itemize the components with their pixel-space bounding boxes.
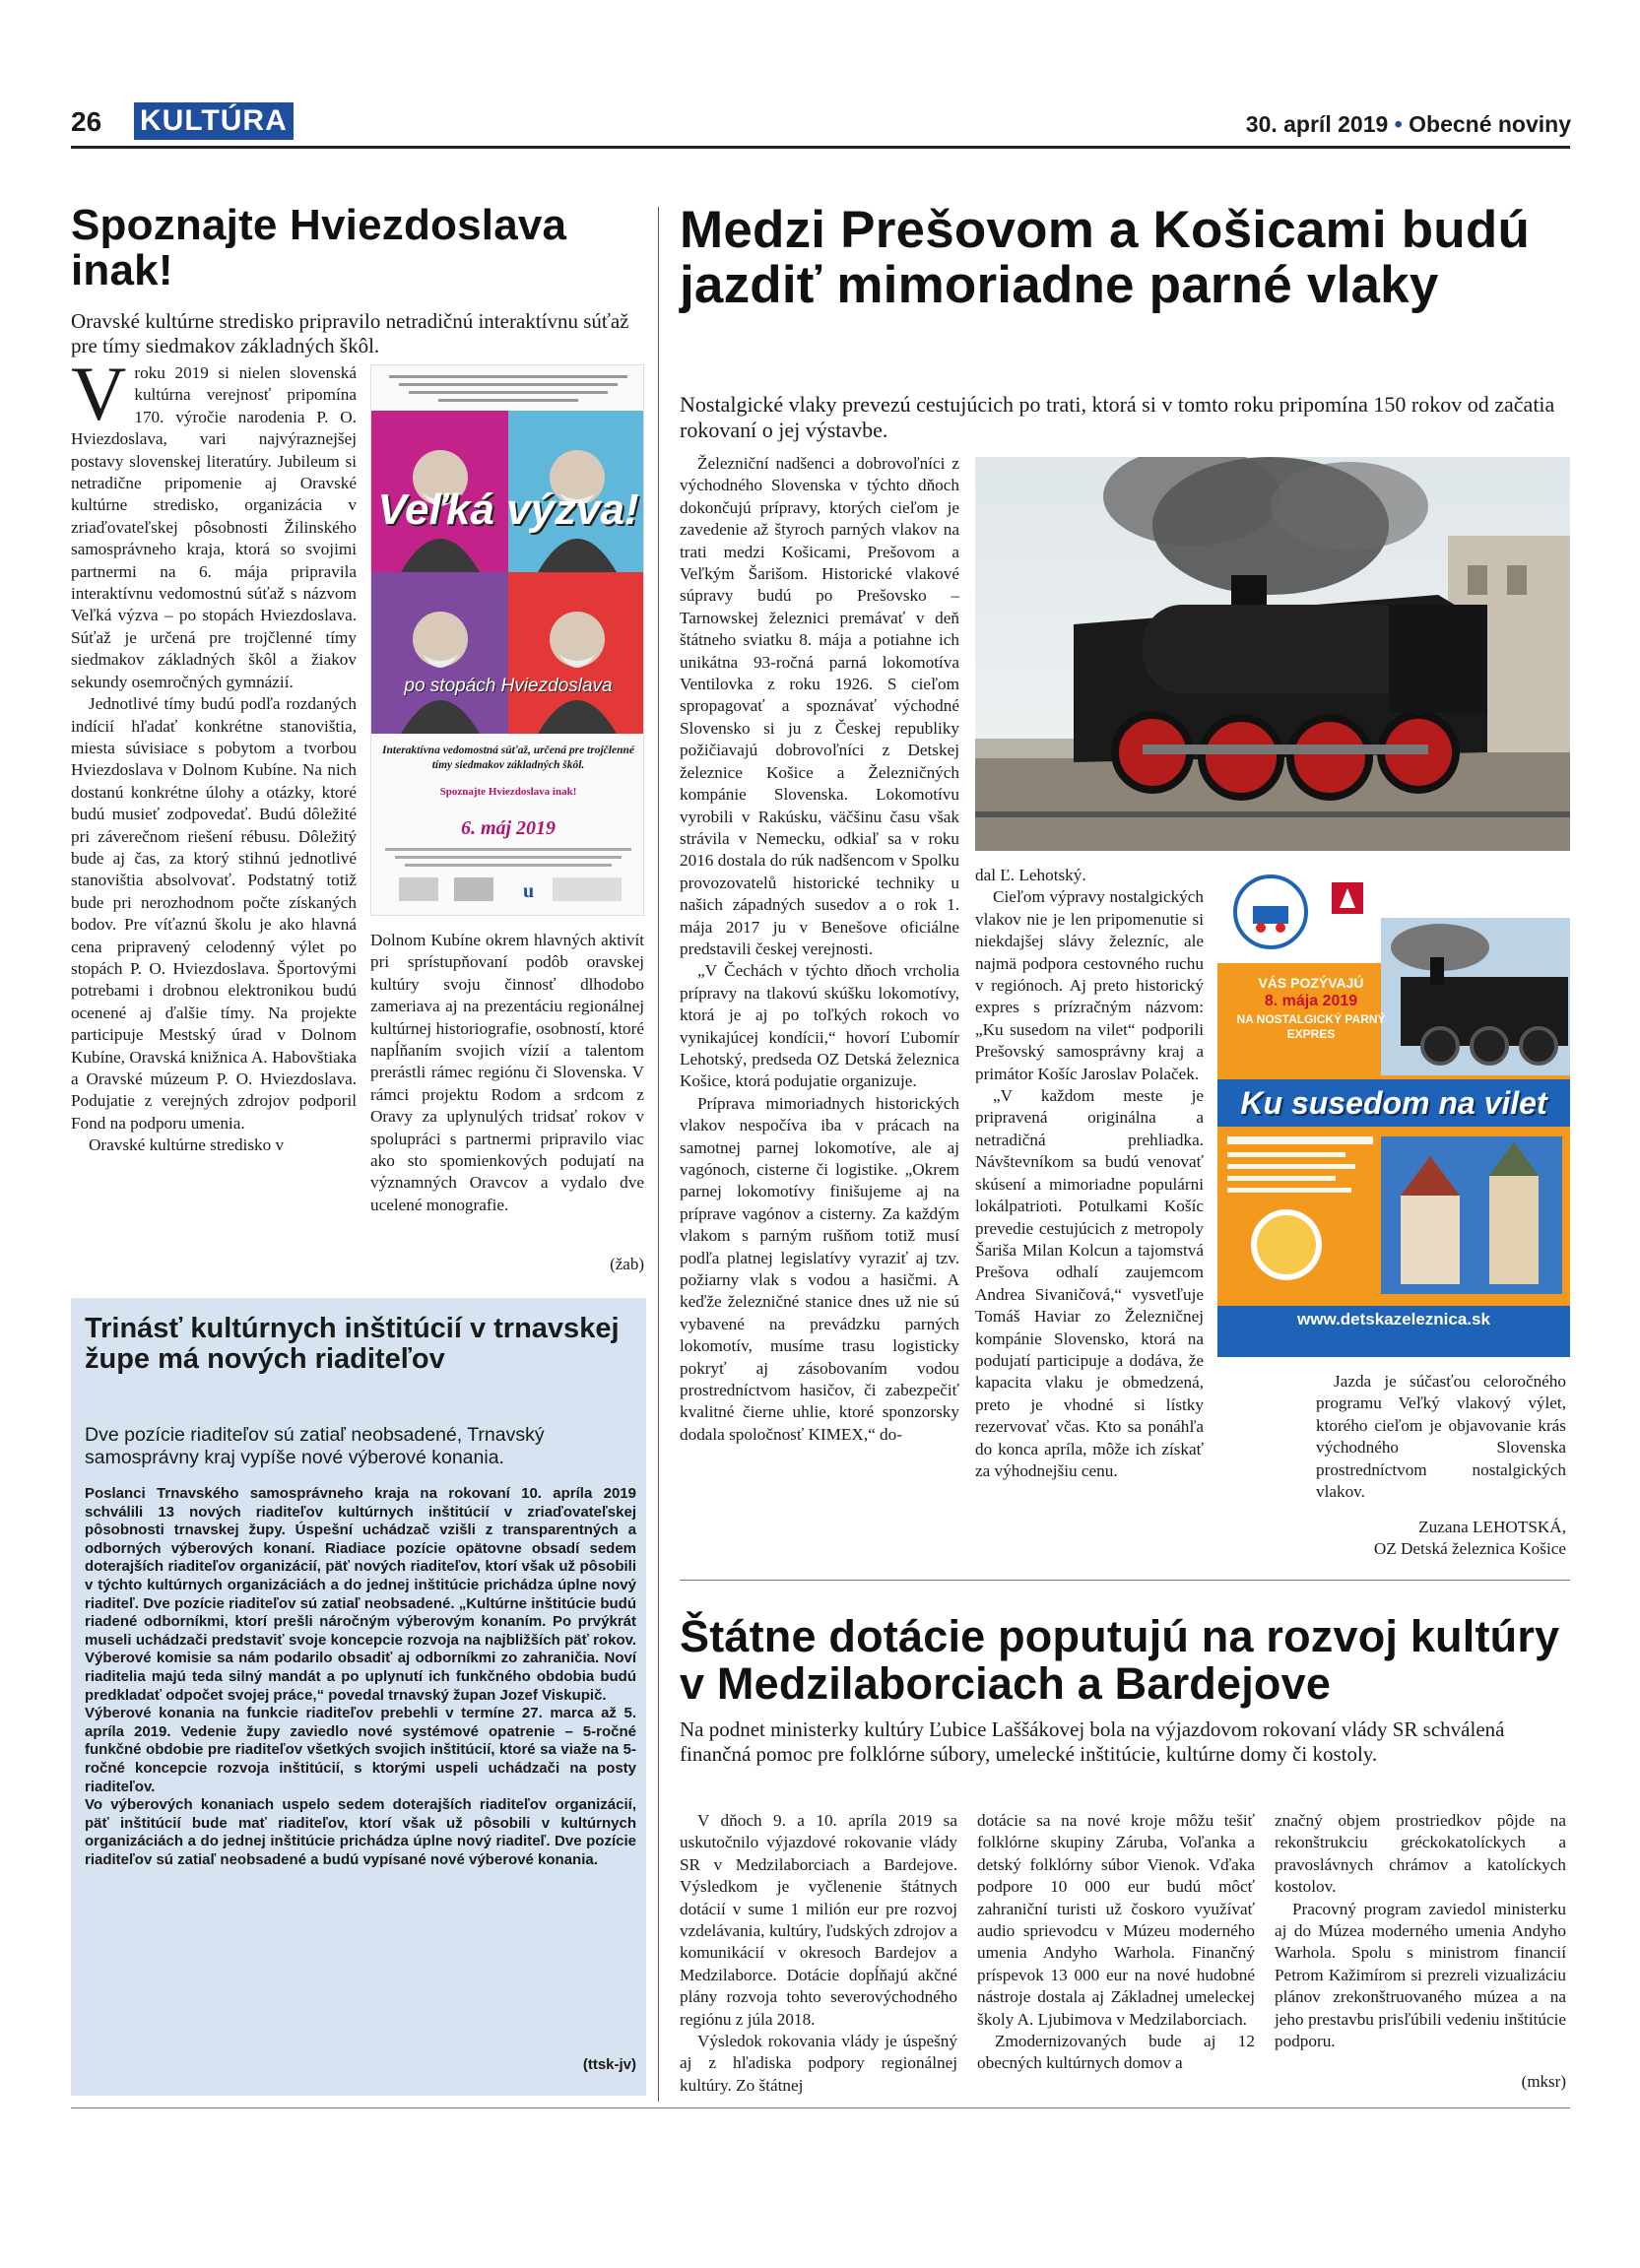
trains-col3 — [1316, 1371, 1566, 1503]
trains-col3-para: Jazda je súčasťou celoročného programu Veľký vlakový výlet, ktorého cieľom je objavovanie krás východného Slovenska prostredníctvom nostalgických vlakov. — [1316, 1372, 1566, 1502]
trains-col2-para3: „V každom meste je pripravená originálna a netradičná prehliadka. Návštevníkom sa budú venovať skúsení a mimoriadne populárni lokálpatrioti. Potulkami Košíc prevedie cestujúcich z metropoly Šariša Milan Kolcun a tajomstvá Prešova odhalí zaujemcom Andrea Sivaničová,“ vysvetľuje Tomáš Haviar zo Železničnej kompánie Slovensko, ktorá na podujatí participuje a dodáva, že kapacita vlaku je obmedzená, preto je vhodné si lístky rezervovať včas. Kto sa ponáhľa do konca apríla, môže ich získať za výhodnejšiu cenu. — [975, 1086, 1204, 1480]
train-poster-expres: NA NOSTALGICKÝ PARNÝ EXPRES — [1236, 1012, 1386, 1041]
issue-date: 30. apríl 2019 — [1245, 111, 1389, 137]
paper-name: Obecné noviny — [1409, 111, 1571, 137]
church-icon — [1381, 1136, 1562, 1294]
train-poster — [1217, 865, 1570, 1357]
hviezdoslav-col1 — [71, 351, 357, 1157]
section-label — [134, 102, 294, 140]
trains-col1-para2: „V Čechách v týchto dňoch vrcholia prípravy na tlakovú skúšku lokomotívy, ktorá je aj po toľkých rokoch vo vynikajúcej kondícii,“ hovorí Ľubomír Lehotský, predseda OZ Detská železnica Košice, ktorá podujatie organizuje. — [680, 961, 959, 1091]
trains-bottom-rule — [680, 1580, 1570, 1581]
hviezdoslav-lead: Oravské kultúrne stredisko pripravilo netradičnú interaktívnu súťaž pre tímy siedmakov základných škôl. — [71, 309, 629, 357]
trains-author-org: OZ Detská železnica Košice — [1373, 1539, 1566, 1559]
dotacie-col2-para2: Zmodernizovaných bude aj 12 obecných kultúrnych domov a — [977, 2032, 1255, 2073]
poster-headline: Veľká výzva! — [377, 486, 639, 534]
hviezdoslav-para2: Jednotlivé tímy budú podľa rozdaných indícií hľadať konkrétne stanovištia, miesta súvisiace s pobytom a tvorbou Hviezdoslava v Dolnom Kubíne. Na nich dostanú konkrétne úlohy a otázky, ktoré budú musieť zodpovedať. Budú dôležité pri záverečnom riešení rébusu. Dôležitý bude aj čas, za ktorý stihnú jednotlivé stanovištia absolvovať. Podstatný totiž bude pri nerozhodnom počte získaných bodov. Pre víťaznú školu je ako hlavná cena pripravený celodenný výlet po stopách P. O. Hviezdoslava. Športovými potrebami i drobnou elektronikou budú ocenené aj ďalšie tímy. Na projekte participuje Mestský úrad v Dolnom Kubíne, Oravská knižnica A. Habovštiaka a Oravské múzeum P. O. Hviezdoslava. Podujatie z verejných zdrojov podporil Fond na podporu umenia. — [71, 694, 357, 1133]
dotacie-col3-para2: Pracovný program zaviedol ministerku aj do Múzea moderného umenia Andyho Warhola. Spolu s ministrom financií Petrom Kažimírom si prezreli vizualizáciu plánov zrekonštruovaného múzea a na jeho prestavbu prisľúbili vedeniu inštitúcie podporu. — [1275, 1899, 1566, 2051]
trains-col2-para2: Cieľom výpravy nostalgických vlakov nie je len pripomenutie si niekdajšej slávy železníc, ale najmä podpora cestovného ruchu v regiónoch. Aj preto historický expres s prízračným názvom: „Ku susedom na vilet“ podporili Prešovský samosprávny kraj a primátor Košíc Jaroslav Polaček. — [975, 887, 1204, 1083]
poster-partner-logos-icon — [385, 846, 631, 909]
dotacie-col3-para1: značný objem prostriedkov pôjde na rekonštrukciu gréckokatolíckych a pravoslávnych chrámov a katolíckych kostolov. — [1275, 1811, 1566, 1897]
trnava-para2: Výberové konania na funkcie riaditeľov prebehli v termíne 27. marca až 5. apríla 2019. Vedenie župy zaviedlo nové systémové opatrenie – 5-ročné funkčné obdobie pre riaditeľov všetkých svojich inštitúcií, ktoré sa viaže na 5-ročné koncepcie rozvoja inštitúcií, s ktorými uspeli uchádzači na posty riaditeľov. — [85, 1705, 636, 1795]
dotacie-lead: Na podnet ministerky kultúry Ľubice Laššákovej bola na výjazdovom rokovaní vlády SR schválená finančná pomoc pre folklórne súbory, umelecké inštitúcie, kultúrne domy či kostoly. — [680, 1717, 1505, 1766]
trains-col1 — [680, 453, 959, 1446]
hviezdoslav-para4: Dolnom Kubíne okrem hlavných aktivít pri sprístupňovaní podôb oravskej kultúry svoju činnosť dlhodobo zameriava aj na prezentáciu regionálnej kultúrnej historiografie, osobností, ktoré napĺňaním svojich vízií a talentom prerástli rámec regiónu či Slovenska. V rámci projektu Rodom a srdcom z Oravy za uplynulých tridsať rokov v spolupráci s partnermi pripravilo viac ako sto spomienkových podujatí na významných Oravcov a vydalo dve ucelené monografie. — [370, 931, 644, 1214]
trains-col1-para3: Príprava mimoriadnych historických vlakov nespočíva iba v prácach na samotnej parnej lokomotíve, ale aj vagónoch, cisterne či logistike. „Okrem parnej lokomotívy finišujeme aj na príprave vagónov a cisterny. Za každým vlakom s parným rušňom totiž musí podľa platnej legislatívy vyraziť aj tzv. požiarny vlak s vodou a hasičmi. A keďže železničné stanice dnes už nie sú vybavené na prevádzku parných lokomotív, musíme trasu logisticky pokryť aj zásobovaním vodou prostredníctvom hasičov, či zabezpečiť kvalitné čierne uhlie, ktoré sponzorsky dodala spoločnosť KIMEX,“ do- — [680, 1093, 959, 1444]
region-logo-icon — [1328, 878, 1367, 918]
dotacie-col2-para1: dotácie sa na nové kroje môžu tešiť folklórne skupiny Záruba, Voľanka a detský folklórny súbor Vienok. Vďaka podpore 10 000 eur budú môcť zahraniční turisti už čoskoro využívať audio sprievodcu v Múzeu moderného umenia Andyho Warhola. Finančný príspevok 13 000 eur na nové hudobné nástroje dostala aj Základnej umeleckej školy A. Ljubimova v Medzilaborciach. — [977, 1811, 1255, 2029]
page-bottom-rule — [71, 2107, 1570, 2108]
railway-logo-icon — [1231, 873, 1310, 951]
dotacie-col1-para1: V dňoch 9. a 10. apríla 2019 sa uskutočnilo výjazdové rokovanie vlády SR v Medzilaborciach a Bardejove. Výsledkom je vyčlenenie štátnych dotácií v sume 1 milión eur pre rozvoj vzdelávania, kultúry, ľudských zdrojov a komunikácií v okresoch Bardejov a Medzilaborce. Dotácie dopĺňajú akčné plány rozvoja tohto severovýchodného regiónu z júla 2018. — [680, 1811, 957, 2029]
train-poster-headline: Ku susedom na vilet — [1240, 1085, 1547, 1121]
dropcap: V — [71, 351, 127, 436]
poster-date: 6. máj 2019 — [460, 817, 557, 839]
poster-cta: Spoznajte Hviezdoslava inak! — [439, 786, 577, 798]
page-number: 26 — [71, 106, 102, 137]
dotacie-title: Štátne dotácie poputujú na rozvoj kultúry v Medzilaborciach a Bardejove — [680, 1611, 1560, 1709]
trains-title: Medzi Prešovom a Košicami budú jazdiť mimoriadne parné vlaky — [680, 201, 1531, 314]
column-rule-left — [658, 207, 659, 2102]
train-poster-invite: VÁS POZÝVAJÚ — [1258, 975, 1364, 991]
issue-info — [1246, 110, 1571, 138]
trains-author — [1217, 1517, 1566, 1561]
poster-tagline: Interaktívna vedomostná súťaž, určená pre trojčlenné tímy siedmakov základných škôl. — [382, 745, 634, 771]
trains-col2-para1: dal Ľ. Lehotský. — [975, 866, 1086, 884]
small-locomotive-icon — [1381, 918, 1570, 1075]
hviezdoslav-para1: roku 2019 si nielen slovenská kultúrna verejnosť pripomína 170. výročie narodenia P. O. Hviezdoslava, vari najvýraznejšej postavy slovenskej literatúry. Jubileum si netradične pripomenie aj Oravské kultúrne stredisko, organizácia v zriaďovateľskej pôsobnosti Žilinského samosprávneho kraja, ktorá so svojimi partnermi na 6. mája pripravila interaktívnu vedomostnú súťaž s názvom Veľká výzva – po stopách Hviezdoslava. Súťaž je určená pre trojčlenné tímy siedmakov základných škôl a žiakov sekundy osemročných gymnázií. — [71, 363, 357, 691]
trains-col2 — [975, 865, 1204, 1482]
hviezdoslav-poster — [370, 364, 644, 916]
header-bullet: • — [1394, 111, 1403, 137]
section-label-text: KULTÚRA — [140, 104, 288, 137]
dotacie-col1-para2: Výsledok rokovania vlády je úspešný aj z hľadiska podpory regionálnej kultúry. Zo štátnej — [680, 2032, 957, 2095]
trnava-lead: Dve pozície riaditeľov sú zatiaľ neobsadené, Trnavský samosprávny kraj vypíše nové výberové konania. — [85, 1424, 545, 1468]
train-poster-url: www.detskazeleznica.sk — [1297, 1310, 1490, 1328]
dotacie-col1 — [680, 1810, 957, 2097]
dotacie-credit: (mksr) — [1521, 2072, 1566, 2091]
hviezdoslav-credit: (žab) — [610, 1255, 644, 1273]
header-rule — [71, 146, 1570, 149]
locomotive-icon — [975, 457, 1570, 851]
schedule-table-icon — [1227, 1136, 1373, 1294]
trnava-para3: Vo výberových konaniach uspelo sedem doterajších riaditeľov organizácií, päť inštitúcií bude mať riaditeľov, ktorí však už pôsobili v kultúrnych organizáciách a do jednej inštitúcie prichádza úplne nový riaditeľ. Dve pozície riaditeľov sú zatiaľ neobsadené a budú vypísané nové výberové konania. — [85, 1796, 636, 1868]
train-poster-date: 8. mája 2019 — [1264, 993, 1358, 1009]
trains-lead: Nostalgické vlaky prevezú cestujúcich po trati, ktorá si v tomto roku pripomína 150 rokov od začatia rokovaní o jej výstavbe. — [680, 392, 1555, 442]
trnava-title: Trinásť kultúrnych inštitúcií v trnavskej župe má nových riaditeľov — [85, 1313, 620, 1375]
dotacie-col3 — [1275, 1810, 1566, 2052]
svg-text:u: u — [523, 880, 535, 902]
hviezdoslav-para3: Oravské kultúrne stredisko v — [89, 1135, 285, 1155]
locomotive-photo — [975, 457, 1570, 851]
hviezdoslav-title: Spoznajte Hviezdoslava inak! — [71, 201, 567, 294]
trains-author-name: Zuzana LEHOTSKÁ, — [1418, 1518, 1566, 1536]
hviezdoslav-col2 — [370, 930, 644, 1216]
poster-subtitle: po stopách Hviezdoslava — [404, 676, 613, 696]
trnava-para1: Poslanci Trnavského samosprávneho kraja na rokovaní 10. apríla 2019 schválili 13 nových riaditeľov kultúrnych inštitúcií v zriaďovateľskej pôsobnosti trnavskej župy. Úspešní uchádzač vzišli z transparentných a odborných výberových konaní. Riadiace pozície opätovne obsadí sedem doterajších riaditeľov organizácií, päť nových riaditeľov, ktorí však už pôsobili v týchto kultúrnych organizáciách a do jednej inštitúcie prichádza úplne nový riaditeľ. Dve pozície riaditeľov sú zatiaľ neobsadené. „Kultúrne inštitúcie budú riadené odborníkmi, ktorí prešli náročným výberovým konaním. Po prvýkrát museli uchádzači predstaviť svoje koncepcie rozvoja na najbližších päť rokov. Výberové komisie sa nám podarilo obsadiť aj odborníkmi zo zahraničia. Noví riaditelia majú teda silný mandát a po uplynutí ich funkčného obdobia budú predkladať odpočet svojej práce,“ povedal trnavský župan Jozef Viskupič. — [85, 1485, 636, 1704]
dotacie-col2 — [977, 1810, 1255, 2075]
trnava-credit: (ttsk-jv) — [582, 2056, 636, 2073]
trains-col1-para1: Železniční nadšenci a dobrovoľníci z východného Slovenska v týchto dňoch dokončujú prípravy, ktorých cieľom je zavedenie až štyroch parných vlakov na trati medzi Košicami, Prešovom a Veľkým Šarišom. Historické vlakové súpravy budú po Prešovsko – Tarnowskej železnici premávať v deň štátneho sviatku 8. mája a potiahne ich unikátna 93-ročná parná lokomotíva Ventilovka z roku 1926. S cieľom spropagovať a spoznávať východné Slovensko si ju z Českej republiky požičiavajú dobrovoľníci z Detskej železnice Košice a Železničných kompánie Slovenska. Lokomotívu vyrobili v Rakúsku, väčšinu času však strávila v Nemecku, odkiaľ sa v roku 2016 dostala do rúk nadšencom v Spolku provozovatelů historické techniky u našich západných susedov a o rok 1. mája 2017 ju v Benešove oficiálne predstavili českej verejnosti. — [680, 454, 959, 958]
poster-fine-print-icon — [379, 371, 637, 407]
trnava-body — [85, 1485, 636, 1869]
